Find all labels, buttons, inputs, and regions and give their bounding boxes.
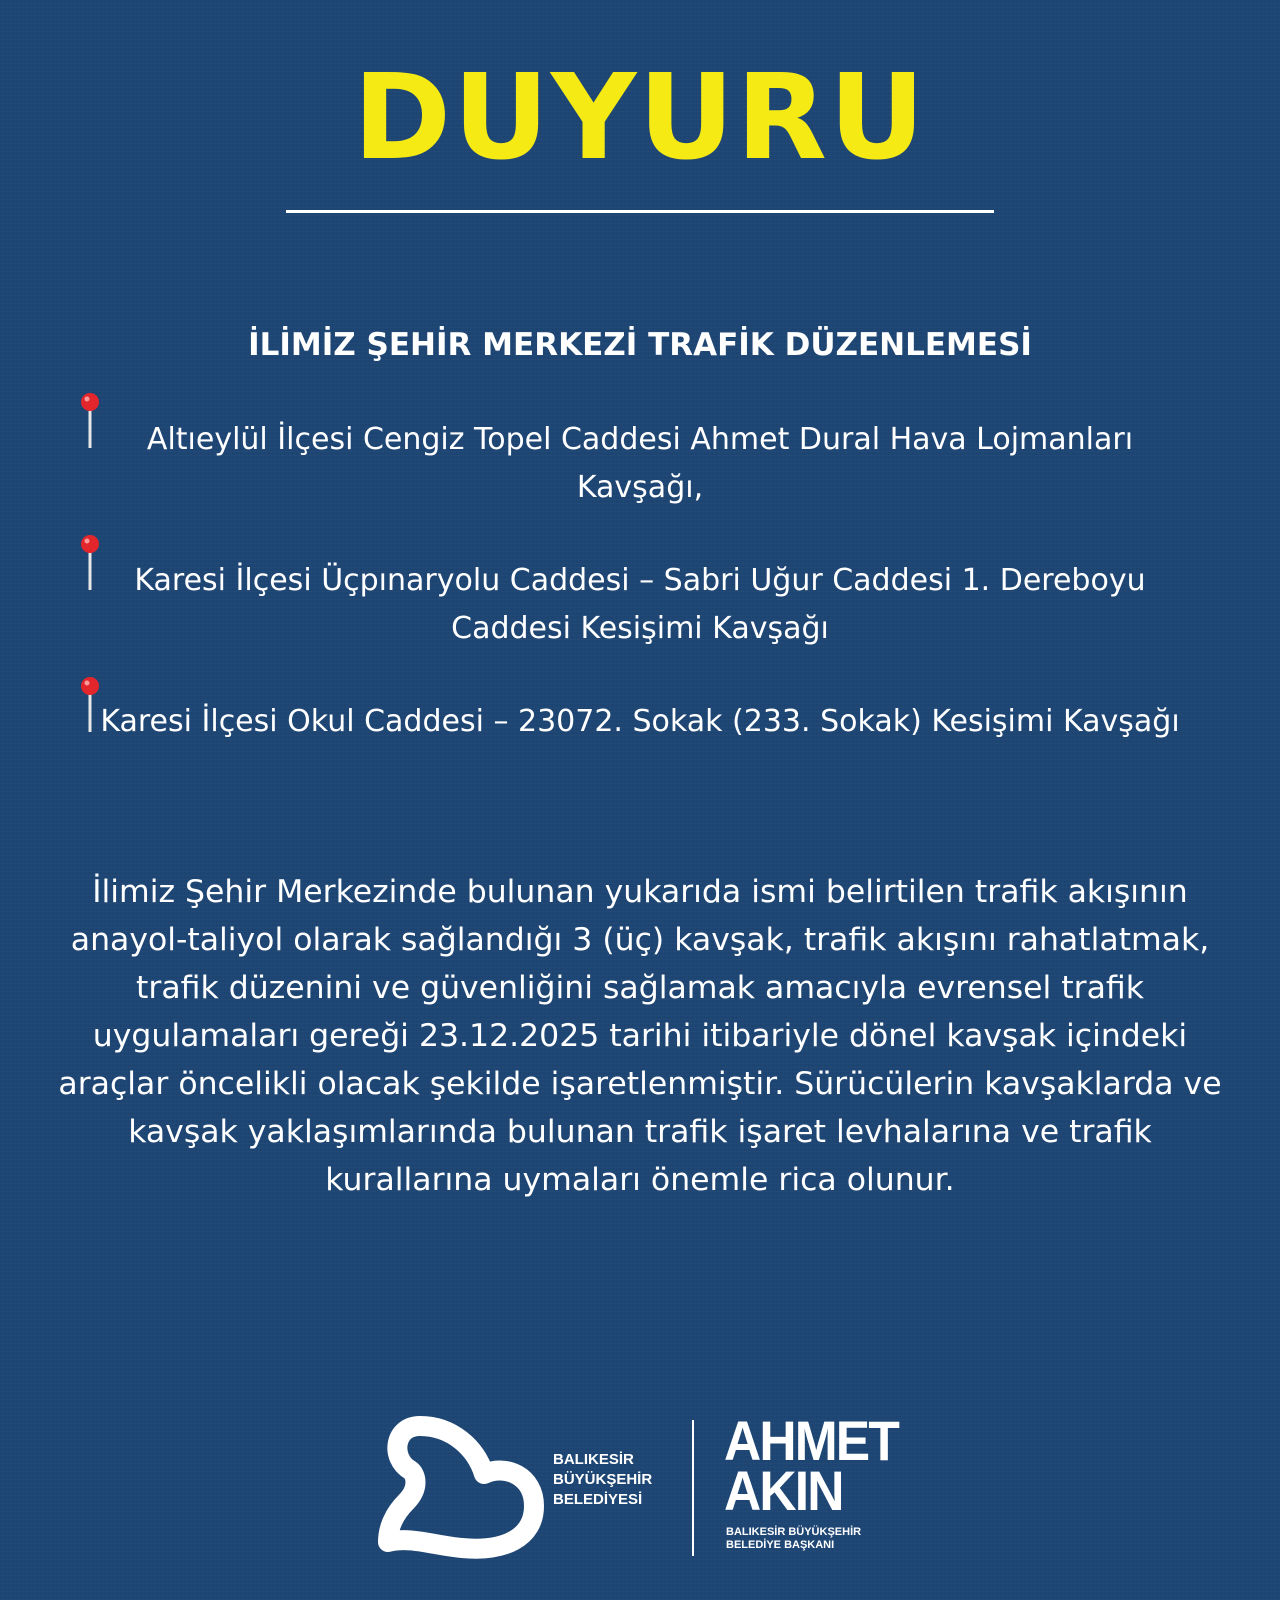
footer-branding [0,1408,1280,1558]
footer-divider [692,1420,694,1556]
mayor-title: BALIKESİR BÜYÜKŞEHİR BELEDİYE BAŞKANI [726,1526,862,1551]
announcement-subtitle: İLİMİZ ŞEHİR MERKEZİ TRAFİK DÜZENLEMESİ [248,327,1032,363]
announcement-title: DUYURU [353,48,927,186]
title-underline [286,210,994,213]
location-item: Altıeylül İlçesi Cengiz Topel Caddesi Ahmet Dural Hava Lojmanları Kavşağı, [146,422,1134,505]
mayor-name: AHMET AKIN [724,1409,898,1522]
municipality-name: BALIKESİR BÜYÜKŞEHİR BELEDİYESİ [553,1451,653,1508]
location-item: Karesi İlçesi Okul Caddesi – 23072. Sokak (233. Sokak) Kesişimi Kavşağı [100,704,1180,739]
municipality-logo-icon [376,1410,544,1560]
announcement-body: İlimiz Şehir Merkezinde bulunan yukarıda ismi belirtilen trafik akışının anayol-taliyol olarak sağlandığı 3 (üç) kavşak, trafik akışını rahatlatmak, trafik düzenini ve güvenliğini sağlamak amacıyla evrensel trafik uygulamaları gereği 23.12.2025 tarihi itibariyle dönel kavşak içindeki araçlar öncelikli olacak şekilde işaretlenmiştir. Sürücülerin kavşaklarda ve kavşak yaklaşımlarında bulunan trafik işaret levhalarına ve trafik kurallarına uymaları önemle rica olunur. [58,874,1222,1198]
location-item: Karesi İlçesi Üçpınaryolu Caddesi – Sabri Uğur Caddesi 1. Dereboyu Caddesi Kesişimi Kavşağı [134,563,1146,646]
